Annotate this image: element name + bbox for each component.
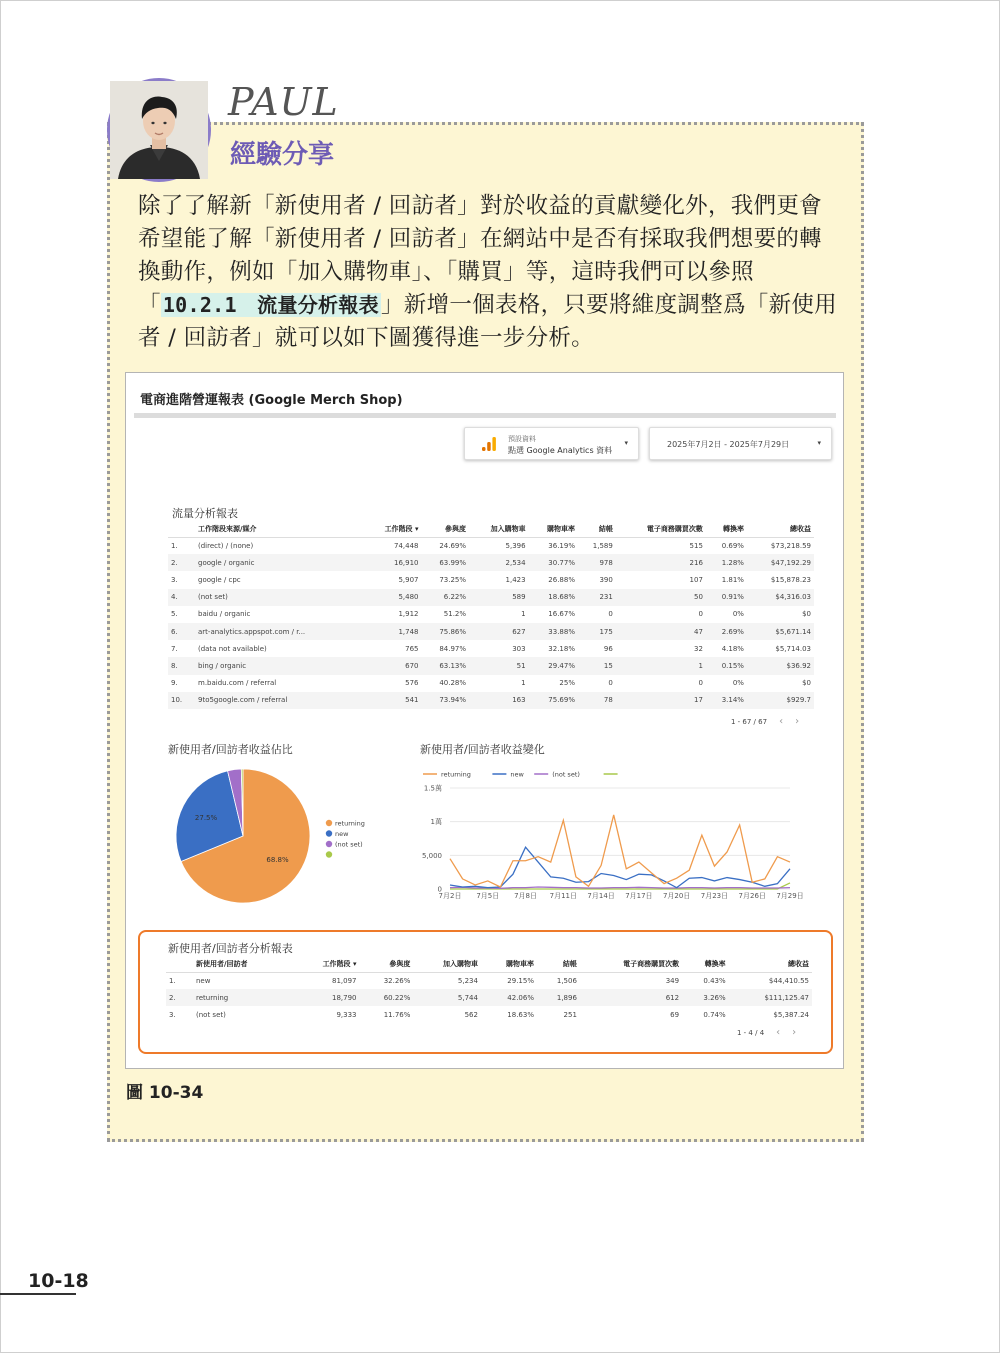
table-cell: $0 xyxy=(802,610,811,619)
table-cell: m.baidu.com / referral xyxy=(198,679,277,688)
author-avatar xyxy=(107,78,211,182)
row-index: 4. xyxy=(168,589,186,606)
table-cell: 73.94% xyxy=(422,692,470,709)
x-tick-label: 7月14日 xyxy=(587,892,615,900)
column-header[interactable]: 購物車率 xyxy=(529,522,578,537)
x-tick-label: 7月8日 xyxy=(514,892,538,900)
table-cell: 74,448 xyxy=(394,541,419,550)
row-index: 8. xyxy=(168,657,186,674)
table-cell: 515 xyxy=(689,541,703,550)
table-cell: $111,125.47 xyxy=(729,989,812,1006)
legend-label: returning xyxy=(441,770,471,779)
table-cell: google / cpc xyxy=(198,575,241,584)
traffic-table-pager xyxy=(731,716,799,727)
legend-label: (not set) xyxy=(552,770,580,779)
table-cell: 231 xyxy=(578,589,616,606)
table-cell: 96 xyxy=(603,644,613,653)
table-cell: $4,316.03 xyxy=(747,589,814,606)
table-cell: $929.7 xyxy=(747,692,814,709)
table-cell: 251 xyxy=(563,1010,577,1019)
table-cell: 0.74% xyxy=(703,1010,726,1019)
table-cell: $15,878.23 xyxy=(770,575,811,584)
table-cell: (direct) / (none) xyxy=(198,541,254,550)
table-cell: 24.69% xyxy=(439,541,467,550)
table-cell: 5,907 xyxy=(398,575,419,584)
table-cell: 9to5google.com / referral xyxy=(186,692,363,709)
table-cell: 0 xyxy=(698,679,703,688)
column-header[interactable]: 轉換率 xyxy=(706,522,747,537)
table-cell: 69 xyxy=(670,1010,680,1019)
legend-label: (not set) xyxy=(335,840,363,849)
table-cell: 670 xyxy=(363,657,421,674)
table-cell: 81,097 xyxy=(332,976,357,985)
table-cell: 17 xyxy=(616,692,706,709)
row-index: 3. xyxy=(171,575,178,584)
body-paragraph xyxy=(138,190,840,355)
row-index: 6. xyxy=(168,623,186,640)
chevron-left-icon[interactable]: ‹ xyxy=(779,716,784,727)
table-cell: 0 xyxy=(698,610,703,619)
table-cell: 5,234 xyxy=(457,976,478,985)
table-cell: 84.97% xyxy=(439,644,467,653)
legend-label: new xyxy=(335,830,349,838)
paragraph-text: 除了了解新「新使用者 / 回訪者」對於收益的貢獻變化外，我們更會希望能了解「新使用者 / 回訪者」在網站中是否有採取我們想要的轉換動作，例如「加入購物車」、「購買」等，這時我們可以參照「 xyxy=(138,193,822,318)
revenue-share-pie-chart xyxy=(168,760,408,920)
table-cell: 765 xyxy=(405,644,419,653)
data-source-selector[interactable] xyxy=(464,427,639,460)
new-returning-analysis-table xyxy=(166,957,812,1024)
page-number-rule xyxy=(0,1293,76,1295)
x-tick-label: 7月26日 xyxy=(738,892,766,900)
table-cell: 32 xyxy=(693,644,703,653)
table-cell: 1,506 xyxy=(556,976,577,985)
table-cell: 78 xyxy=(578,692,616,709)
table-row[interactable] xyxy=(168,692,814,709)
traffic-analysis-table xyxy=(168,522,814,709)
y-tick-label: 0 xyxy=(437,885,442,894)
table-cell: 15 xyxy=(578,657,616,674)
x-tick-label: 7月5日 xyxy=(476,892,500,900)
table-cell: 63.99% xyxy=(422,554,470,571)
figure-label: 圖 10-34 xyxy=(126,1083,204,1103)
table-cell: 175 xyxy=(578,623,616,640)
column-header[interactable]: 工作階段 ▾ xyxy=(363,522,421,537)
section-reference: 10.2.1 流量分析報表 xyxy=(162,293,379,317)
table-cell: 0.91% xyxy=(706,589,747,606)
column-header[interactable]: 電子商務購買次數 xyxy=(580,957,682,972)
portrait-image xyxy=(110,81,208,179)
table-cell: $44,410.55 xyxy=(768,976,809,985)
table-row[interactable] xyxy=(166,989,812,1006)
table-cell: (not set) xyxy=(196,1010,226,1019)
table-cell: 75.69% xyxy=(529,692,578,709)
table-cell: 32.26% xyxy=(383,976,411,985)
table-cell: 978 xyxy=(578,554,616,571)
table-cell: 18.63% xyxy=(507,1010,534,1019)
table-cell: (not set) xyxy=(186,589,363,606)
table-cell: 1,912 xyxy=(398,610,419,619)
pie-slice-label: 27.5% xyxy=(194,814,218,823)
table-cell: 47 xyxy=(616,623,706,640)
table-cell: 5,744 xyxy=(413,989,481,1006)
legend-marker xyxy=(326,851,332,857)
row-index: 3. xyxy=(169,1010,176,1019)
table-cell: $36.92 xyxy=(747,657,814,674)
table-cell: 1 xyxy=(521,610,526,619)
table-cell: 0% xyxy=(732,679,744,688)
column-header[interactable]: 新使用者/回訪者 xyxy=(184,957,294,972)
table-cell: 349 xyxy=(665,976,680,985)
analytics-icon xyxy=(481,436,497,452)
table-cell: 5,396 xyxy=(505,541,526,550)
traffic-table-title: 流量分析報表 xyxy=(172,507,238,520)
column-header[interactable]: 轉換率 xyxy=(682,957,729,972)
table-cell: 163 xyxy=(469,692,529,709)
series-line xyxy=(450,847,790,887)
table-cell: google / organic xyxy=(186,554,363,571)
row-index: 5. xyxy=(171,610,178,619)
chevron-left-icon[interactable]: ‹ xyxy=(776,1027,781,1038)
row-index: 2. xyxy=(168,554,186,571)
x-tick-label: 7月29日 xyxy=(776,892,804,900)
table-cell: 627 xyxy=(469,623,529,640)
table-cell: 4.18% xyxy=(721,644,744,653)
x-tick-label: 7月23日 xyxy=(700,892,729,900)
column-header[interactable]: 工作階段 ▾ xyxy=(294,957,360,972)
pie-slice-label: 68.8% xyxy=(266,856,289,865)
table-cell: 541 xyxy=(363,692,421,709)
table-cell: 26.88% xyxy=(548,575,575,584)
table-cell: 107 xyxy=(689,575,703,584)
table-cell: 216 xyxy=(616,554,706,571)
y-tick-label: 1萬 xyxy=(430,818,442,827)
table-cell: 60.22% xyxy=(360,989,414,1006)
table-cell: 0 xyxy=(608,610,613,619)
date-range-selector[interactable] xyxy=(649,427,832,460)
table-cell: 1.81% xyxy=(721,575,744,584)
table-cell: 40.28% xyxy=(439,679,467,688)
table-cell: 1 xyxy=(521,679,526,688)
table-cell: 2,534 xyxy=(469,554,529,571)
table-cell: 576 xyxy=(405,679,419,688)
table-row[interactable] xyxy=(166,1006,812,1023)
chevron-down-icon: ▾ xyxy=(817,439,821,447)
author-name: PAUL xyxy=(228,80,339,124)
table-cell: 11.76% xyxy=(383,1010,411,1019)
legend-marker xyxy=(326,830,332,836)
table-cell: 612 xyxy=(580,989,682,1006)
table-cell: new xyxy=(196,976,211,985)
table-cell: 63.13% xyxy=(422,657,470,674)
column-header[interactable]: 工作階段來源/媒介 xyxy=(186,522,363,537)
table-cell: 51.2% xyxy=(443,610,467,619)
table-cell: 1,896 xyxy=(537,989,580,1006)
index-header xyxy=(168,522,186,537)
row-index: 1. xyxy=(169,976,176,985)
table-cell: 73.25% xyxy=(439,575,467,584)
source-value: 點選 Google Analytics 資料 xyxy=(508,446,613,455)
source-label: 預設資料 xyxy=(508,435,536,443)
table-row[interactable] xyxy=(168,657,814,674)
table-cell: 5,480 xyxy=(363,589,421,606)
legend-label: returning xyxy=(335,819,365,828)
table-cell: 3.26% xyxy=(682,989,729,1006)
column-header[interactable]: 參與度 xyxy=(422,522,470,537)
column-header[interactable]: 結帳 xyxy=(537,957,580,972)
user-table-title: 新使用者/回訪者分析報表 xyxy=(168,942,293,955)
table-cell: returning xyxy=(184,989,294,1006)
table-cell: 2.69% xyxy=(706,623,747,640)
page-number: 10-18 xyxy=(28,1270,89,1292)
table-cell: 0.69% xyxy=(721,541,744,550)
x-tick-label: 7月11日 xyxy=(549,892,578,900)
table-cell: 6.22% xyxy=(422,589,470,606)
row-index: 9. xyxy=(171,679,178,688)
column-header[interactable]: 總收益 xyxy=(747,522,814,537)
column-header[interactable]: 電子商務購買次數 xyxy=(616,522,706,537)
index-header xyxy=(166,957,184,972)
table-cell: 0.15% xyxy=(706,657,747,674)
table-cell: $0 xyxy=(802,679,811,688)
x-tick-label: 7月2日 xyxy=(438,892,462,900)
table-cell: bing / organic xyxy=(186,657,363,674)
table-cell: 30.77% xyxy=(529,554,578,571)
table-row[interactable] xyxy=(168,589,814,606)
pager-range: 1 - 4 / 4 xyxy=(737,1029,765,1037)
table-cell: 29.47% xyxy=(529,657,578,674)
table-cell: $5,671.14 xyxy=(747,623,814,640)
table-cell: 589 xyxy=(469,589,529,606)
date-range-value: 2025年7月2日 - 2025年7月29日 xyxy=(667,440,790,449)
column-header[interactable]: 加入購物車 xyxy=(413,957,481,972)
table-cell: 3.14% xyxy=(706,692,747,709)
chevron-right-icon[interactable]: › xyxy=(795,716,800,727)
x-tick-label: 7月20日 xyxy=(662,892,691,900)
table-cell: 18,790 xyxy=(294,989,360,1006)
table-cell: $5,714.03 xyxy=(775,644,811,653)
table-cell: (data not available) xyxy=(198,644,267,653)
chevron-down-icon: ▾ xyxy=(624,439,628,447)
table-cell: 0% xyxy=(732,610,744,619)
table-cell: art-analytics.appspot.com / r... xyxy=(186,623,363,640)
table-cell: 1,748 xyxy=(363,623,421,640)
row-index: 1. xyxy=(171,541,178,550)
table-cell: $5,387.24 xyxy=(773,1010,809,1019)
column-header[interactable]: 加入購物車 xyxy=(469,522,529,537)
table-row[interactable] xyxy=(168,554,814,571)
legend-marker xyxy=(326,820,332,826)
section-subtitle: 經驗分享 xyxy=(230,140,335,170)
table-cell: 390 xyxy=(599,575,613,584)
legend-marker xyxy=(326,841,332,847)
pager-range: 1 - 67 / 67 xyxy=(731,718,768,726)
x-tick-label: 7月17日 xyxy=(625,892,653,900)
table-cell: 16.67% xyxy=(548,610,575,619)
pie-chart-title: 新使用者/回訪者收益佔比 xyxy=(168,743,293,756)
table-cell: 18.68% xyxy=(529,589,578,606)
table-cell: 36.19% xyxy=(548,541,575,550)
table-cell: 16,910 xyxy=(363,554,421,571)
column-header[interactable]: 參與度 xyxy=(360,957,414,972)
column-header[interactable]: 結帳 xyxy=(578,522,616,537)
table-cell: baidu / organic xyxy=(198,610,251,619)
column-header[interactable]: 購物車率 xyxy=(481,957,537,972)
y-tick-label: 1.5萬 xyxy=(423,784,442,793)
table-cell: 32.18% xyxy=(548,644,575,653)
y-tick-label: 5,000 xyxy=(421,851,442,860)
series-line xyxy=(450,815,790,887)
table-row[interactable] xyxy=(168,675,814,692)
column-header[interactable]: 總收益 xyxy=(729,957,812,972)
legend-label: new xyxy=(510,770,524,779)
table-cell: 1 xyxy=(616,657,706,674)
user-table-pager xyxy=(737,1027,796,1038)
table-row[interactable] xyxy=(168,606,814,623)
line-chart-title: 新使用者/回訪者收益變化 xyxy=(420,743,545,756)
row-index: 7. xyxy=(171,644,178,653)
table-cell: 29.15% xyxy=(507,976,534,985)
table-cell: 1.28% xyxy=(706,554,747,571)
row-index: 10. xyxy=(168,692,186,709)
paragraph-text-end: 」新增一個表格，只要將維度調整爲「新使用者 / 回訪者」就可以如下圖獲得進一步分析。 xyxy=(138,292,837,351)
table-cell: 1,423 xyxy=(505,575,526,584)
revenue-trend-line-chart xyxy=(415,765,804,905)
table-row[interactable] xyxy=(168,537,814,554)
table-cell: 50 xyxy=(616,589,706,606)
table-cell: 1,589 xyxy=(592,541,613,550)
row-index: 2. xyxy=(166,989,184,1006)
table-row[interactable] xyxy=(166,972,812,989)
dashboard-title: 電商進階營運報表 (Google Merch Shop) xyxy=(140,393,403,408)
table-cell: 42.06% xyxy=(481,989,537,1006)
table-cell: 75.86% xyxy=(422,623,470,640)
table-cell: 51 xyxy=(469,657,529,674)
table-cell: 9,333 xyxy=(336,1010,357,1019)
table-cell: $73,218.59 xyxy=(770,541,811,550)
table-cell: $47,192.29 xyxy=(747,554,814,571)
table-cell: 0 xyxy=(608,679,613,688)
table-cell: 0.43% xyxy=(703,976,726,985)
table-row[interactable] xyxy=(168,571,814,588)
table-cell: 33.88% xyxy=(529,623,578,640)
table-row[interactable] xyxy=(168,640,814,657)
table-row[interactable] xyxy=(168,623,814,640)
table-cell: 25% xyxy=(559,679,575,688)
chevron-right-icon[interactable]: › xyxy=(792,1027,797,1038)
table-cell: 562 xyxy=(464,1010,478,1019)
dashboard-title-bar xyxy=(134,413,836,418)
table-cell: 303 xyxy=(512,644,526,653)
